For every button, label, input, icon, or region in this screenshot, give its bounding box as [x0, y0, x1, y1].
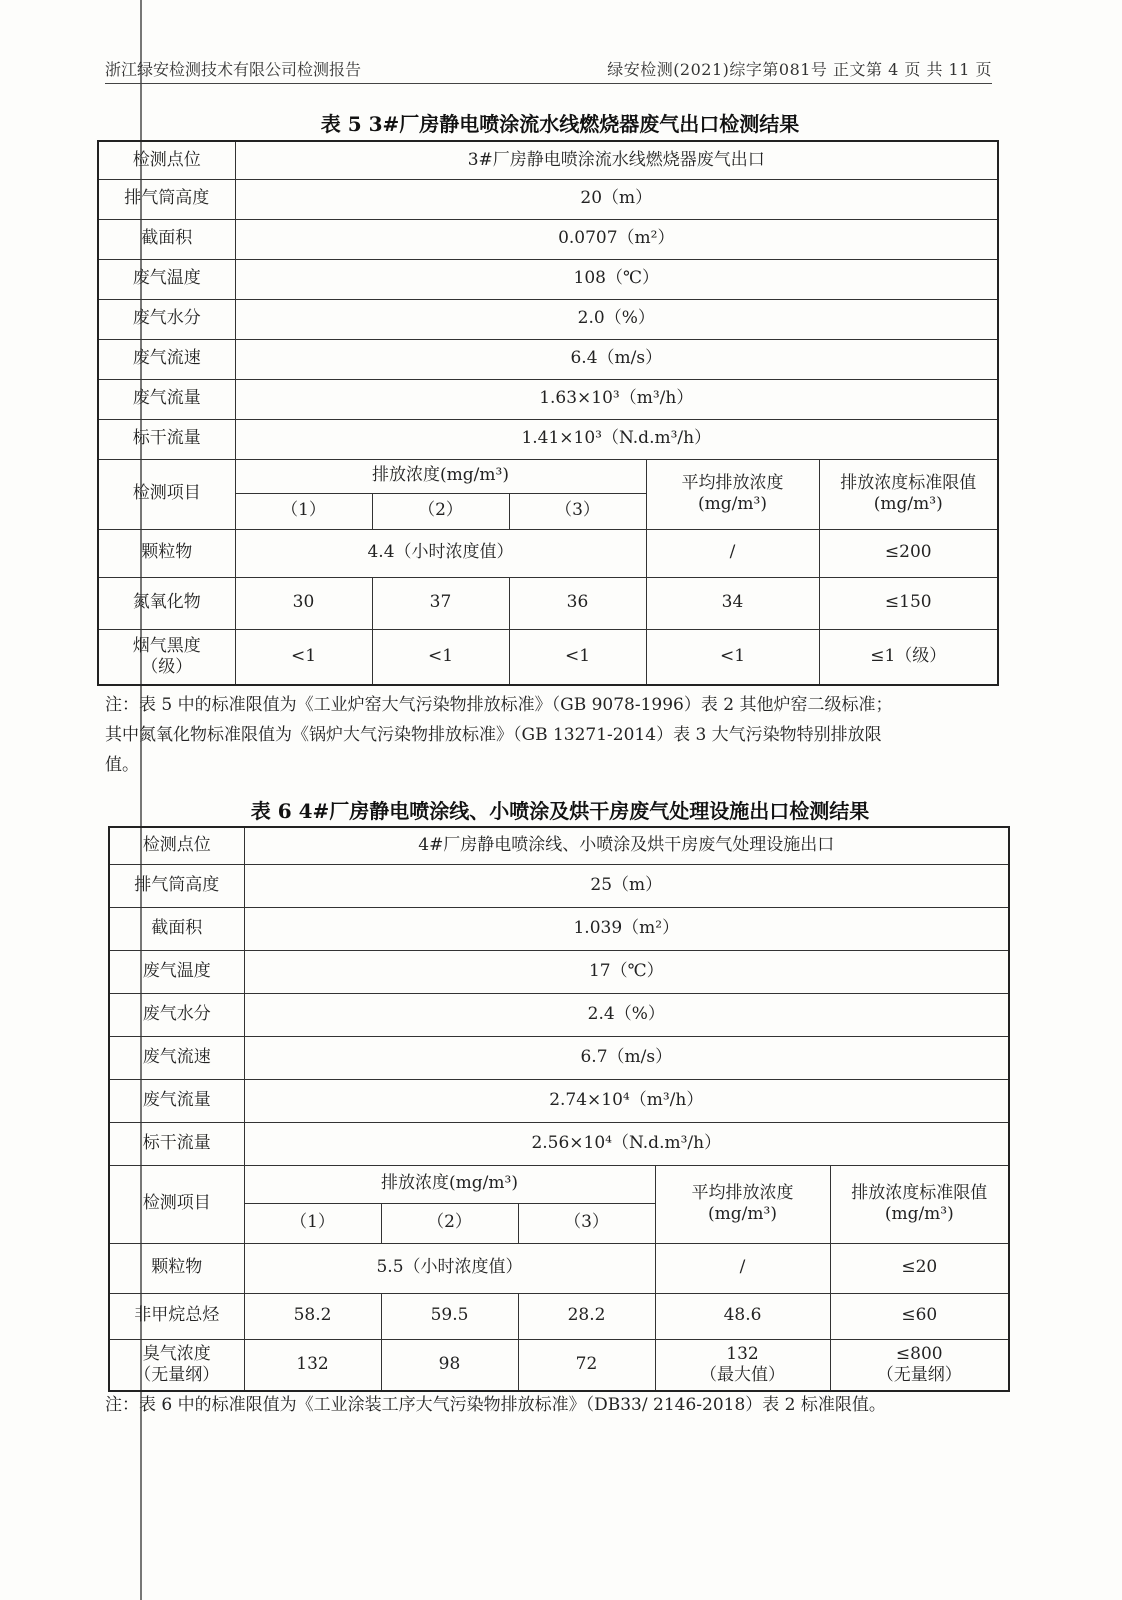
item-label: 氮氧化物	[98, 577, 235, 629]
table-row	[98, 629, 998, 685]
table-row	[98, 179, 998, 219]
row-value: 1.41×10³（N.d.m³/h）	[235, 419, 998, 459]
row-value: 3#厂房静电喷涂流水线燃烧器废气出口	[235, 141, 998, 179]
item-limit: ≤150	[819, 577, 998, 629]
row-label: 标干流量	[109, 1122, 244, 1165]
note-line: 注：表 6 中的标准限值为《工业涂装工序大气污染物排放标准》（DB33/ 2146-2018）表 2 标准限值。	[105, 1395, 886, 1415]
header-rule	[105, 83, 992, 84]
item-average	[655, 1339, 830, 1391]
row-label: 废气流速	[98, 339, 235, 379]
header-report-number: 绿安检测(2021)综字第081号 正文第 4 页 共 11 页	[607, 60, 992, 79]
row-value: 25（m）	[244, 864, 1009, 907]
item-limit-line1: ≤800	[895, 1343, 943, 1364]
item-average: 48.6	[655, 1293, 830, 1339]
row-label: 标干流量	[98, 419, 235, 459]
table-row	[98, 141, 998, 179]
average-header	[655, 1165, 830, 1243]
table-row	[109, 1079, 1009, 1122]
table-row	[98, 459, 998, 493]
item-label-line1: 臭气浓度	[142, 1343, 211, 1364]
item-average: 34	[646, 577, 819, 629]
table-row	[109, 1165, 1009, 1203]
row-label: 截面积	[98, 219, 235, 259]
limit-header-line2: (mg/m³)	[884, 1204, 954, 1224]
item-value-2: <1	[372, 629, 509, 685]
item-value: 4.4（小时浓度值）	[235, 529, 646, 577]
average-header-line2: (mg/m³)	[698, 494, 767, 514]
table6-title: 表 6 4#厂房静电喷涂线、小喷涂及烘干房废气处理设施出口检测结果	[250, 799, 870, 823]
row-value: 4#厂房静电喷涂线、小喷涂及烘干房废气处理设施出口	[244, 827, 1009, 864]
table-row	[98, 259, 998, 299]
table-row	[109, 1243, 1009, 1293]
page-header	[105, 58, 992, 84]
item-label: 非甲烷总烃	[109, 1293, 244, 1339]
item-label	[98, 629, 235, 685]
row-value: 2.56×10⁴（N.d.m³/h）	[244, 1122, 1009, 1165]
row-label: 检测点位	[98, 141, 235, 179]
item-label: 颗粒物	[109, 1243, 244, 1293]
header-company: 浙江绿安检测技术有限公司检测报告	[105, 60, 362, 79]
item-value-2: 59.5	[381, 1293, 518, 1339]
row-value: 6.7（m/s）	[244, 1036, 1009, 1079]
item-value-2: 98	[381, 1339, 518, 1391]
sample-2-header: （2）	[381, 1203, 518, 1243]
table-row	[98, 419, 998, 459]
row-label: 废气水分	[98, 299, 235, 339]
row-value: 1.039（m²）	[244, 907, 1009, 950]
item-limit-line2: （无量纲）	[876, 1364, 962, 1385]
item-header: 检测项目	[109, 1165, 244, 1243]
table6-note	[105, 1390, 1005, 1420]
row-value: 6.4（m/s）	[235, 339, 998, 379]
table5-title: 表 5 3#厂房静电喷涂流水线燃烧器废气出口检测结果	[320, 112, 800, 136]
row-value: 2.4（%）	[244, 993, 1009, 1036]
item-value-1: 132	[244, 1339, 381, 1391]
row-label: 废气流量	[109, 1079, 244, 1122]
limit-header-line1: 排放浓度标准限值	[851, 1182, 988, 1203]
item-value-1: 58.2	[244, 1293, 381, 1339]
sample-1-header: （1）	[235, 493, 372, 529]
row-value: 20（m）	[235, 179, 998, 219]
item-value-2: 37	[372, 577, 509, 629]
row-label: 废气温度	[109, 950, 244, 993]
row-label: 排气筒高度	[109, 864, 244, 907]
table-row	[98, 577, 998, 629]
item-label-line2: （无量纲）	[134, 1364, 220, 1385]
row-value: 2.74×10⁴（m³/h）	[244, 1079, 1009, 1122]
table-row	[109, 1036, 1009, 1079]
item-limit: ≤200	[819, 529, 998, 577]
row-label: 废气温度	[98, 259, 235, 299]
table-row	[109, 993, 1009, 1036]
item-value-3: 72	[518, 1339, 655, 1391]
item-average: <1	[646, 629, 819, 685]
item-value-3: <1	[509, 629, 646, 685]
item-average-line2: （最大值）	[700, 1364, 785, 1385]
item-value-3: 36	[509, 577, 646, 629]
table-row	[109, 907, 1009, 950]
average-header-line2: (mg/m³)	[708, 1204, 777, 1224]
item-label: 颗粒物	[98, 529, 235, 577]
row-label: 废气水分	[109, 993, 244, 1036]
sample-3-header: （3）	[518, 1203, 655, 1243]
item-limit: ≤60	[830, 1293, 1009, 1339]
table-row	[98, 339, 998, 379]
table-row	[98, 529, 998, 577]
item-limit	[830, 1339, 1009, 1391]
sample-3-header: （3）	[509, 493, 646, 529]
row-label: 检测点位	[109, 827, 244, 864]
sample-1-header: （1）	[244, 1203, 381, 1243]
item-header: 检测项目	[98, 459, 235, 529]
note-line: 注：表 5 中的标准限值为《工业炉窑大气污染物排放标准》（GB 9078-1996）表 2 其他炉窑二级标准；	[105, 695, 893, 715]
row-value: 1.63×10³（m³/h）	[235, 379, 998, 419]
item-average: /	[655, 1243, 830, 1293]
row-value: 17（℃）	[244, 950, 1009, 993]
table5	[97, 140, 999, 686]
row-value: 2.0（%）	[235, 299, 998, 339]
item-average-line1: 132	[726, 1343, 759, 1364]
table-row	[109, 1339, 1009, 1391]
table-row	[98, 299, 998, 339]
item-label	[109, 1339, 244, 1391]
item-limit: ≤1（级）	[819, 629, 998, 685]
limit-header-line2: (mg/m³)	[873, 494, 943, 514]
row-value: 108（℃）	[235, 259, 998, 299]
table-row	[109, 864, 1009, 907]
row-value: 0.0707（m²）	[235, 219, 998, 259]
limit-header-line1: 排放浓度标准限值	[840, 472, 977, 493]
item-label-line1: 烟气黑度	[132, 635, 201, 656]
item-value-1: 30	[235, 577, 372, 629]
note-line: 值。	[105, 755, 139, 775]
row-label: 废气流量	[98, 379, 235, 419]
row-label: 截面积	[109, 907, 244, 950]
average-header-line1: 平均排放浓度	[681, 472, 784, 493]
limit-header	[819, 459, 998, 529]
table-row	[98, 379, 998, 419]
item-value-3: 28.2	[518, 1293, 655, 1339]
table-row	[109, 827, 1009, 864]
note-line: 其中氮氧化物标准限值为《锅炉大气污染物排放标准》（GB 13271-2014）表 3 大气污染物特别排放限	[105, 725, 882, 745]
table-row	[109, 950, 1009, 993]
concentration-header: 排放浓度(mg/m³)	[235, 459, 646, 493]
table-row	[98, 219, 998, 259]
item-label-line2: （级）	[141, 656, 193, 677]
row-label: 排气筒高度	[98, 179, 235, 219]
average-header	[646, 459, 819, 529]
item-average: /	[646, 529, 819, 577]
table6	[108, 826, 1010, 1392]
table-row	[109, 1293, 1009, 1339]
item-value: 5.5（小时浓度值）	[244, 1243, 655, 1293]
row-label: 废气流速	[109, 1036, 244, 1079]
limit-header	[830, 1165, 1009, 1243]
average-header-line1: 平均排放浓度	[691, 1182, 794, 1203]
sample-2-header: （2）	[372, 493, 509, 529]
item-limit: ≤20	[830, 1243, 1009, 1293]
concentration-header: 排放浓度(mg/m³)	[244, 1165, 655, 1203]
table-row	[109, 1122, 1009, 1165]
table5-note	[105, 690, 1005, 780]
item-value-1: <1	[235, 629, 372, 685]
